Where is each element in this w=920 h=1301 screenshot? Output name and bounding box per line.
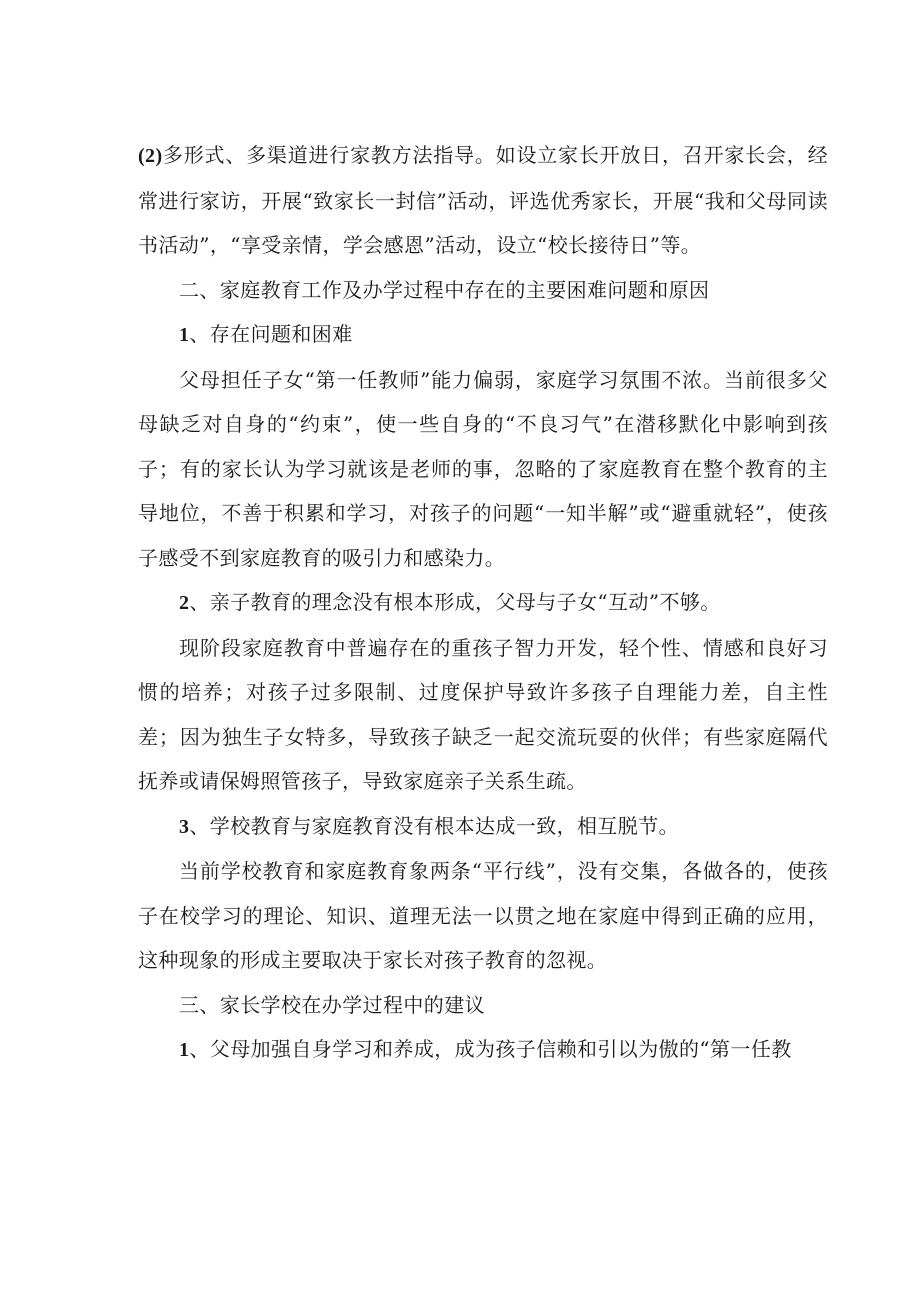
item-heading-school-family xyxy=(138,804,828,850)
item-number: 3 xyxy=(179,815,190,838)
item-number: 2 xyxy=(179,592,190,614)
paragraph-parallel-lines: 当前学校教育和家庭教育象两条“平行线”，没有交集，各做各的，使孩子在校学习的理论、知识、道理无法一以贯之地在家庭中得到正确的应用，这种现象的形成主要取决于家长对孩子教育的忽视。 xyxy=(138,859,828,972)
item-heading-text: 、父母加强自身学习和养成，成为孩子信赖和引以为傲的“第一任教 xyxy=(189,1037,792,1061)
item-heading-text: 、学校教育与家庭教育没有根本达成一致，相互脱节。 xyxy=(189,813,680,838)
paragraph-family-guidance xyxy=(138,133,828,268)
item-heading-parent-learning xyxy=(138,1027,828,1073)
paragraph-current-situation: 现阶段家庭教育中普遍存在的重孩子智力开发，轻个性、情感和良好习惯的培养；对孩子过多限制、过度保护导致许多孩子自理能力差，自主性差；因为独生子女特多，导致孩子缺乏一起交流玩耍的伙伴；有些家庭隔代抚养或请保姆照管孩子，导致家庭亲子关系生疏。 xyxy=(138,635,828,793)
paragraph-parent-ability: 父母担任子女“第一任教师”能力偏弱，家庭学习氛围不浓。当前很多父母缺乏对自身的“约束”，使一些自身的“不良习气”在潜移默化中影响到孩子；有的家长认为学习就该是老师的事，忽略的了家庭教育在整个教育的主导地位，不善于积累和学习，对孩子的问题“一知半解”或“避重就轻”，使孩子感受不到家庭教育的吸引力和感染力。 xyxy=(138,367,828,570)
document-body xyxy=(138,133,828,1073)
section-heading-problems: 二、家庭教育工作及办学过程中存在的主要困难问题和原因 xyxy=(179,277,710,302)
item-number: 1 xyxy=(179,1039,190,1061)
section-heading-suggestions: 三、家长学校在办学过程中的建议 xyxy=(179,992,485,1017)
item-heading-text: 、存在问题和困难 xyxy=(189,322,353,346)
item-heading-text: 、亲子教育的理念没有根本形成，父母与子女“互动”不够。 xyxy=(189,590,721,614)
item-heading-interaction xyxy=(138,580,828,626)
item-number: 1 xyxy=(179,324,190,346)
paragraph-text: 多形式、多渠道进行家教方法指导。如设立家长开放日，召开家长会，经常进行家访，开展“致家长一封信”活动，评选优秀家长，开展“我和父母同读书活动”，“享受亲情，学会感恩”活动，设立“校长接待日”等。 xyxy=(138,143,828,257)
item-heading-problems xyxy=(138,312,828,358)
paragraph-number: (2) xyxy=(138,145,163,167)
